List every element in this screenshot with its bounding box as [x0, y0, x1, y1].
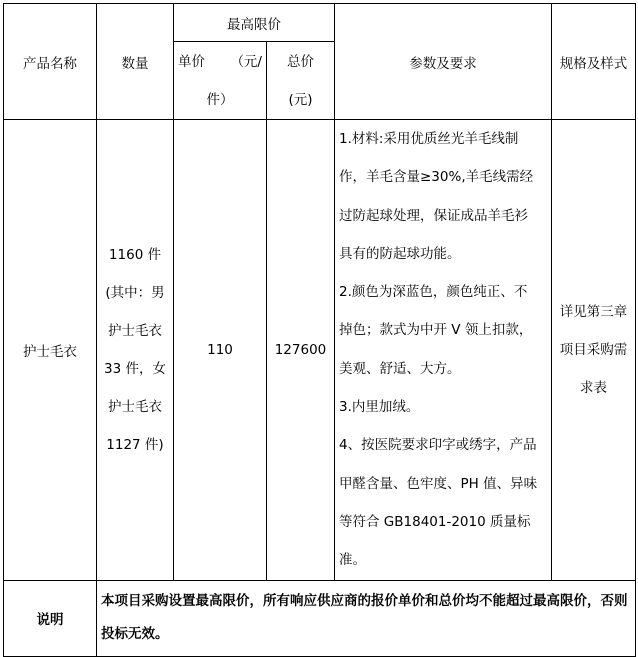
spec-line: 求表	[580, 379, 607, 396]
total-price-unit: (元)	[288, 91, 313, 108]
quantity-cell	[97, 120, 174, 581]
header-max-price: 最高限价	[174, 4, 335, 42]
requirements-cell	[335, 120, 552, 581]
quantity-line: 1127 件)	[106, 436, 164, 453]
unit-price-unit-open: （元/	[230, 53, 262, 70]
spec-format-cell	[552, 120, 636, 581]
procurement-table	[3, 3, 636, 657]
quantity-line: 护士毛衣	[108, 398, 162, 415]
product-name-cell: 护士毛衣	[4, 120, 97, 581]
header-product-name: 产品名称	[4, 4, 97, 120]
unit-price-unit-close: 件）	[206, 91, 234, 108]
quantity-line: 1160 件	[108, 246, 162, 263]
quantity-line: 33 件，女	[104, 360, 166, 377]
requirement-line: 具有的防起球功能。	[339, 245, 461, 262]
header-unit-price	[174, 42, 267, 120]
spec-line: 项目采购需	[559, 341, 628, 358]
requirement-line: 掉色；款式为中开 V 领上扣款，	[339, 322, 533, 339]
requirement-line: 2.颜色为深蓝色，颜色纯正、不	[339, 284, 528, 301]
requirement-line: 过防起球处理，保证成品羊毛衫	[339, 207, 528, 224]
requirement-line: 1.材料:采用优质丝光羊毛线制	[339, 131, 519, 147]
header-quantity: 数量	[97, 4, 174, 120]
requirement-line: 3.内里加绒。	[339, 399, 420, 416]
header-total-price	[267, 42, 335, 120]
note-text: 本项目采购设置最高限价，所有响应供应商的报价单价和总价均不能超过最高限价，否则投标无效。	[97, 580, 636, 656]
header-spec-format: 规格及样式	[552, 4, 636, 120]
requirement-line: 等符合 GB18401-2010 质量标	[339, 513, 531, 530]
total-price-label: 总价	[287, 53, 314, 70]
spec-line: 详见第三章	[559, 303, 628, 320]
requirement-line: 准。	[339, 552, 366, 569]
unit-price-label: 单价	[178, 53, 205, 70]
requirement-line: 作，羊毛含量≥30%,羊毛线需经	[339, 169, 534, 186]
total-price-cell: 127600	[267, 120, 335, 581]
requirement-line: 4、按医院要求印字或绣字，产品	[339, 437, 537, 454]
unit-price-cell: 110	[174, 120, 267, 581]
header-requirements: 参数及要求	[335, 4, 552, 120]
requirement-line: 美观、舒适、大方。	[339, 360, 461, 377]
quantity-line: 护士毛衣	[108, 322, 162, 339]
requirement-line: 甲醛含量、色牢度、PH 值、异味	[339, 475, 538, 492]
quantity-line: (其中：男	[105, 284, 165, 301]
note-label: 说明	[4, 580, 97, 656]
